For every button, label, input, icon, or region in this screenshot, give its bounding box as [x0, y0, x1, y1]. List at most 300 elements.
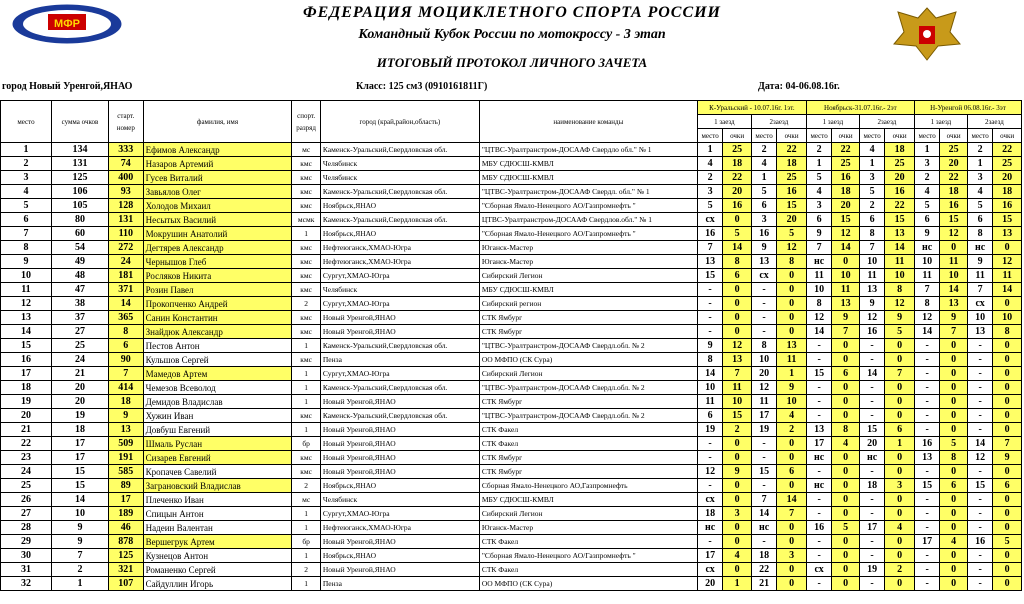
- russian-emblem-icon: [886, 2, 968, 64]
- points-cell: 13: [885, 227, 915, 241]
- points-cell: 0: [993, 493, 1022, 507]
- name-cell: Плеченко Иван: [143, 493, 292, 507]
- table-row: [1, 143, 1022, 157]
- position-cell: 6: [751, 199, 776, 213]
- position-cell: нс: [751, 521, 776, 535]
- points-cell: 13: [723, 353, 752, 367]
- points-cell: 20: [885, 171, 915, 185]
- place-cell: 25: [1, 479, 52, 493]
- sum-cell: 38: [51, 297, 108, 311]
- col-race-1: 1 заезд: [697, 115, 751, 129]
- points-cell: 5: [885, 325, 915, 339]
- table-row: [1, 227, 1022, 241]
- position-cell: -: [806, 353, 831, 367]
- team-cell: Сибирский Легион: [479, 269, 697, 283]
- points-cell: 3: [723, 507, 752, 521]
- position-cell: сх: [751, 269, 776, 283]
- place-cell: 8: [1, 241, 52, 255]
- points-cell: 0: [993, 563, 1022, 577]
- points-cell: 25: [885, 157, 915, 171]
- team-cell: СТК Факел: [479, 437, 697, 451]
- position-cell: -: [914, 493, 939, 507]
- number-cell: 8: [108, 325, 143, 339]
- rank-cell: кмс: [292, 283, 321, 297]
- place-cell: 17: [1, 367, 52, 381]
- points-cell: 0: [777, 325, 807, 339]
- name-cell: Вершегрук Артем: [143, 535, 292, 549]
- rank-cell: 1: [292, 507, 321, 521]
- table-row: [1, 241, 1022, 255]
- position-cell: -: [967, 409, 992, 423]
- points-cell: 6: [885, 423, 915, 437]
- position-cell: -: [914, 465, 939, 479]
- position-cell: -: [859, 577, 884, 591]
- city-cell: Каменск-Уральский,Свердловская обл.: [320, 339, 479, 353]
- name-cell: Кульшов Сергей: [143, 353, 292, 367]
- position-cell: 5: [859, 185, 884, 199]
- number-cell: 7: [108, 367, 143, 381]
- position-cell: 16: [697, 227, 722, 241]
- position-cell: 6: [697, 409, 722, 423]
- number-cell: 6: [108, 339, 143, 353]
- name-cell: Холодов Михаил: [143, 199, 292, 213]
- name-cell: Заграновский Владислав: [143, 479, 292, 493]
- col-race-1: 1 заезд: [914, 115, 967, 129]
- position-cell: 17: [751, 409, 776, 423]
- points-cell: 8: [723, 255, 752, 269]
- points-cell: 0: [723, 311, 752, 325]
- team-cell: МБУ СДЮСШ-КМВЛ: [479, 493, 697, 507]
- points-cell: 2: [885, 563, 915, 577]
- position-cell: -: [697, 451, 722, 465]
- points-cell: 9: [723, 465, 752, 479]
- position-cell: нс: [806, 479, 831, 493]
- name-cell: Росляков Никита: [143, 269, 292, 283]
- points-cell: 7: [940, 325, 968, 339]
- number-cell: 365: [108, 311, 143, 325]
- position-cell: 13: [751, 255, 776, 269]
- points-cell: 0: [723, 451, 752, 465]
- points-cell: 0: [777, 283, 807, 297]
- points-cell: 0: [993, 381, 1022, 395]
- sum-cell: 48: [51, 269, 108, 283]
- city-cell: Пенза: [320, 577, 479, 591]
- position-cell: 14: [751, 507, 776, 521]
- position-cell: 4: [751, 157, 776, 171]
- points-cell: 0: [993, 409, 1022, 423]
- team-cell: "ЦТВС-Уралтранстром-ДОСААФ Свердло обл." № 1: [479, 143, 697, 157]
- position-cell: -: [967, 549, 992, 563]
- points-cell: 10: [777, 395, 807, 409]
- points-cell: 0: [993, 521, 1022, 535]
- points-cell: 16: [885, 185, 915, 199]
- position-cell: -: [806, 549, 831, 563]
- position-cell: 7: [967, 283, 992, 297]
- points-cell: 0: [940, 423, 968, 437]
- place-cell: 24: [1, 465, 52, 479]
- col-mesto: место: [967, 129, 992, 143]
- sum-cell: 7: [51, 549, 108, 563]
- points-cell: 0: [777, 451, 807, 465]
- position-cell: 9: [697, 339, 722, 353]
- name-cell: Несытых Василий: [143, 213, 292, 227]
- points-cell: 0: [993, 339, 1022, 353]
- position-cell: 3: [751, 213, 776, 227]
- position-cell: 5: [967, 199, 992, 213]
- table-row: [1, 325, 1022, 339]
- position-cell: 15: [806, 367, 831, 381]
- position-cell: 6: [806, 213, 831, 227]
- place-cell: 28: [1, 521, 52, 535]
- meta-date: Дата: 04-06.08.16г.: [758, 81, 840, 92]
- points-cell: 0: [832, 535, 860, 549]
- points-cell: 10: [832, 269, 860, 283]
- city-cell: Новый Уренгой,ЯНАО: [320, 395, 479, 409]
- sum-cell: 125: [51, 171, 108, 185]
- city-cell: Сургут,ХМАО-Югра: [320, 269, 479, 283]
- points-cell: 0: [993, 297, 1022, 311]
- table-row: [1, 367, 1022, 381]
- position-cell: 4: [697, 157, 722, 171]
- points-cell: 14: [993, 283, 1022, 297]
- city-cell: Ноябрьск,ЯНАО: [320, 479, 479, 493]
- number-cell: 89: [108, 479, 143, 493]
- table-row: [1, 493, 1022, 507]
- name-cell: Сайдуллин Игорь: [143, 577, 292, 591]
- position-cell: 16: [914, 437, 939, 451]
- position-cell: 6: [859, 213, 884, 227]
- sum-cell: 21: [51, 367, 108, 381]
- points-cell: 18: [993, 185, 1022, 199]
- points-cell: 0: [885, 395, 915, 409]
- rank-cell: мс: [292, 493, 321, 507]
- position-cell: 18: [751, 549, 776, 563]
- name-cell: Назаров Артемий: [143, 157, 292, 171]
- col-name: фамилия, имя: [143, 101, 292, 143]
- points-cell: 4: [777, 409, 807, 423]
- sum-cell: 18: [51, 423, 108, 437]
- points-cell: 0: [723, 535, 752, 549]
- sum-cell: 9: [51, 535, 108, 549]
- city-cell: Сургут,ХМАО-Югра: [320, 297, 479, 311]
- city-cell: Ноябрьск,ЯНАО: [320, 199, 479, 213]
- points-cell: 22: [885, 199, 915, 213]
- points-cell: 0: [832, 409, 860, 423]
- position-cell: 7: [859, 241, 884, 255]
- sum-cell: 1: [51, 577, 108, 591]
- col-ochki: очки: [885, 129, 915, 143]
- position-cell: -: [859, 339, 884, 353]
- position-cell: 2: [914, 171, 939, 185]
- place-cell: 29: [1, 535, 52, 549]
- team-cell: СТК Факел: [479, 535, 697, 549]
- col-mesto: место: [751, 129, 776, 143]
- points-cell: 0: [885, 535, 915, 549]
- points-cell: 0: [885, 549, 915, 563]
- rank-cell: кмс: [292, 409, 321, 423]
- rank-cell: 1: [292, 227, 321, 241]
- points-cell: 0: [940, 549, 968, 563]
- name-cell: Розин Павел: [143, 283, 292, 297]
- points-cell: 6: [993, 479, 1022, 493]
- number-cell: 125: [108, 549, 143, 563]
- points-cell: 11: [885, 255, 915, 269]
- points-cell: 0: [993, 395, 1022, 409]
- position-cell: -: [914, 423, 939, 437]
- points-cell: 18: [723, 157, 752, 171]
- table-row: [1, 199, 1022, 213]
- points-cell: 13: [777, 339, 807, 353]
- position-cell: 10: [914, 255, 939, 269]
- position-cell: 12: [751, 381, 776, 395]
- team-cell: Сибирский Легион: [479, 507, 697, 521]
- team-cell: СТК Ямбург: [479, 451, 697, 465]
- position-cell: -: [914, 563, 939, 577]
- col-ochki: очки: [993, 129, 1022, 143]
- position-cell: -: [751, 535, 776, 549]
- points-cell: 20: [940, 157, 968, 171]
- rank-cell: бр: [292, 437, 321, 451]
- position-cell: -: [859, 465, 884, 479]
- position-cell: 2: [697, 171, 722, 185]
- table-row: [1, 409, 1022, 423]
- place-cell: 11: [1, 283, 52, 297]
- position-cell: 16: [751, 227, 776, 241]
- city-cell: Новый Уренгой,ЯНАО: [320, 325, 479, 339]
- position-cell: -: [967, 465, 992, 479]
- sum-cell: 19: [51, 409, 108, 423]
- position-cell: 7: [914, 283, 939, 297]
- name-cell: Ефимов Александр: [143, 143, 292, 157]
- position-cell: -: [806, 465, 831, 479]
- points-cell: 13: [940, 297, 968, 311]
- points-cell: 16: [993, 199, 1022, 213]
- points-cell: 5: [940, 437, 968, 451]
- position-cell: сх: [697, 213, 722, 227]
- position-cell: -: [914, 395, 939, 409]
- position-cell: 8: [859, 227, 884, 241]
- points-cell: 16: [723, 199, 752, 213]
- position-cell: -: [859, 353, 884, 367]
- col-number: старт. номер: [108, 101, 143, 143]
- table-row: [1, 353, 1022, 367]
- team-cell: "ЦТВС-Уралтранстром-ДОСААФ Свердл.обл. № 2: [479, 381, 697, 395]
- position-cell: 12: [967, 451, 992, 465]
- points-cell: 12: [723, 339, 752, 353]
- number-cell: 272: [108, 241, 143, 255]
- place-cell: 3: [1, 171, 52, 185]
- points-cell: 0: [832, 465, 860, 479]
- position-cell: -: [751, 479, 776, 493]
- position-cell: -: [967, 507, 992, 521]
- position-cell: 7: [806, 241, 831, 255]
- points-cell: 7: [993, 437, 1022, 451]
- sum-cell: 10: [51, 507, 108, 521]
- rank-cell: кмс: [292, 269, 321, 283]
- points-cell: 4: [885, 521, 915, 535]
- col-mesto: место: [806, 129, 831, 143]
- table-row: [1, 563, 1022, 577]
- city-cell: Ноябрьск,ЯНАО: [320, 549, 479, 563]
- position-cell: 19: [859, 563, 884, 577]
- position-cell: -: [967, 493, 992, 507]
- points-cell: 15: [885, 213, 915, 227]
- position-cell: 18: [859, 479, 884, 493]
- name-cell: Романенко Сергей: [143, 563, 292, 577]
- name-cell: Завьялов Олег: [143, 185, 292, 199]
- points-cell: 0: [993, 507, 1022, 521]
- position-cell: -: [859, 493, 884, 507]
- points-cell: 0: [940, 521, 968, 535]
- points-cell: 20: [993, 171, 1022, 185]
- sum-cell: 20: [51, 395, 108, 409]
- points-cell: 25: [940, 143, 968, 157]
- sum-cell: 14: [51, 493, 108, 507]
- position-cell: -: [914, 521, 939, 535]
- sum-cell: 60: [51, 227, 108, 241]
- points-cell: 0: [832, 381, 860, 395]
- col-race-2: 2заезд: [859, 115, 914, 129]
- position-cell: 17: [806, 437, 831, 451]
- place-cell: 9: [1, 255, 52, 269]
- team-cell: СТК Ямбург: [479, 465, 697, 479]
- points-cell: 0: [885, 577, 915, 591]
- rank-cell: 2: [292, 297, 321, 311]
- position-cell: 20: [751, 367, 776, 381]
- points-cell: 12: [777, 241, 807, 255]
- team-cell: МБУ СДЮСШ-КМВЛ: [479, 157, 697, 171]
- number-cell: 18: [108, 395, 143, 409]
- points-cell: 11: [993, 269, 1022, 283]
- city-cell: Новый Уренгой,ЯНАО: [320, 311, 479, 325]
- position-cell: -: [967, 339, 992, 353]
- place-cell: 20: [1, 409, 52, 423]
- position-cell: 2: [859, 199, 884, 213]
- position-cell: -: [859, 549, 884, 563]
- points-cell: 12: [940, 227, 968, 241]
- points-cell: 8: [940, 451, 968, 465]
- points-cell: 0: [832, 255, 860, 269]
- points-cell: 4: [723, 549, 752, 563]
- position-cell: 19: [751, 423, 776, 437]
- rank-cell: мсмк: [292, 213, 321, 227]
- city-cell: Каменск-Уральский,Свердловская обл.: [320, 409, 479, 423]
- position-cell: -: [859, 381, 884, 395]
- rank-cell: бр: [292, 535, 321, 549]
- position-cell: 15: [914, 479, 939, 493]
- points-cell: 0: [723, 563, 752, 577]
- sum-cell: 27: [51, 325, 108, 339]
- points-cell: 10: [940, 269, 968, 283]
- position-cell: 15: [751, 465, 776, 479]
- points-cell: 0: [832, 493, 860, 507]
- position-cell: 3: [697, 185, 722, 199]
- points-cell: 6: [777, 465, 807, 479]
- table-row: [1, 465, 1022, 479]
- sum-cell: 2: [51, 563, 108, 577]
- position-cell: сх: [697, 563, 722, 577]
- position-cell: сх: [967, 297, 992, 311]
- points-cell: 15: [777, 199, 807, 213]
- points-cell: 0: [885, 507, 915, 521]
- rank-cell: 2: [292, 479, 321, 493]
- number-cell: 414: [108, 381, 143, 395]
- points-cell: 12: [885, 297, 915, 311]
- position-cell: 11: [806, 269, 831, 283]
- position-cell: 12: [697, 465, 722, 479]
- position-cell: 5: [697, 199, 722, 213]
- points-cell: 5: [777, 227, 807, 241]
- points-cell: 12: [993, 255, 1022, 269]
- table-row: [1, 577, 1022, 591]
- name-cell: Санин Константин: [143, 311, 292, 325]
- position-cell: 8: [751, 339, 776, 353]
- position-cell: -: [697, 535, 722, 549]
- city-cell: Новый Уренгой,ЯНАО: [320, 563, 479, 577]
- name-cell: Мокрушин Анатолий: [143, 227, 292, 241]
- name-cell: Довбуш Евгений: [143, 423, 292, 437]
- points-cell: 0: [723, 213, 752, 227]
- points-cell: 1: [885, 437, 915, 451]
- points-cell: 0: [940, 465, 968, 479]
- table-row: [1, 255, 1022, 269]
- team-cell: ОО МФПО (СК Сура): [479, 577, 697, 591]
- points-cell: 6: [940, 479, 968, 493]
- table-row: [1, 269, 1022, 283]
- rank-cell: кмс: [292, 255, 321, 269]
- sum-cell: 105: [51, 199, 108, 213]
- city-cell: Сургут,ХМАО-Югра: [320, 367, 479, 381]
- sum-cell: 37: [51, 311, 108, 325]
- position-cell: 7: [751, 493, 776, 507]
- points-cell: 9: [777, 381, 807, 395]
- position-cell: 4: [806, 185, 831, 199]
- points-cell: 8: [777, 255, 807, 269]
- points-cell: 0: [777, 577, 807, 591]
- sum-cell: 25: [51, 339, 108, 353]
- rank-cell: 1: [292, 521, 321, 535]
- position-cell: 13: [806, 423, 831, 437]
- number-cell: 13: [108, 423, 143, 437]
- points-cell: 0: [940, 353, 968, 367]
- position-cell: 12: [859, 311, 884, 325]
- position-cell: нс: [859, 451, 884, 465]
- col-ochki: очки: [777, 129, 807, 143]
- table-row: [1, 171, 1022, 185]
- table-row: [1, 451, 1022, 465]
- points-cell: 0: [723, 283, 752, 297]
- city-cell: Челябинск: [320, 157, 479, 171]
- position-cell: -: [751, 297, 776, 311]
- place-cell: 18: [1, 381, 52, 395]
- rank-cell: кмс: [292, 199, 321, 213]
- position-cell: -: [806, 339, 831, 353]
- place-cell: 27: [1, 507, 52, 521]
- points-cell: 4: [832, 437, 860, 451]
- points-cell: 3: [885, 479, 915, 493]
- sum-cell: 15: [51, 479, 108, 493]
- team-cell: СТК Ямбург: [479, 395, 697, 409]
- position-cell: 11: [859, 269, 884, 283]
- position-cell: 1: [697, 143, 722, 157]
- table-row: [1, 157, 1022, 171]
- name-cell: Надеин Валентан: [143, 521, 292, 535]
- points-cell: 15: [723, 409, 752, 423]
- team-cell: МБУ СДЮСШ-КМВЛ: [479, 171, 697, 185]
- place-cell: 4: [1, 185, 52, 199]
- points-cell: 0: [940, 339, 968, 353]
- position-cell: 2: [751, 143, 776, 157]
